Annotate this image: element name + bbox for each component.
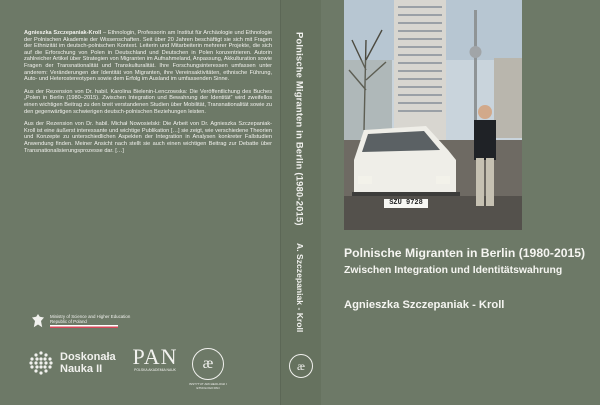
spine-title-text: Polnische Migranten in Berlin (1980-2015) [294,32,306,226]
book-author: Agnieszka Szczepaniak - Kroll [344,299,505,311]
spine-author [282,238,318,338]
back-cover-text [24,30,272,160]
doskonala-nauka-logo [28,348,120,378]
dots-icon [28,350,54,376]
book-subtitle: Zwischen Integration und Identitätswahrung [344,265,563,276]
spine-title [282,4,318,254]
ae-logo-caption: INSTYTUT ARCHEOLOGII I ETNOLOGII PAN [189,382,227,390]
cover-photo [344,0,522,230]
author-bio [24,30,272,83]
author-bio-text: – Ethnologin, Professorin am Institut für Archäologie und Ethnologie der Polnischen Akademie der Wissenschaften. Seit über 20 Jahren beschäftigt sie sich mit Fragen der Ethnizität im deutsch-polnischen Kontext. Leiterin und Mitarbeiterin mehrerer Projekte, die sich auf die Erforschung von Polen in Deutschland und Deutschen in Polen konzentrieren. Autorin zahlreicher Artikel über Strategien von Migranten im Aufnahmeland, Anpassung, Akkulturation sowie Fragen der Transnationalität und Transkulturalität. Ihre Forschungsinteressen umfassen unter anderem: Veränderungen der Identität von Migranten, ihre Vereinsaktivitäten, ethnische Führung, Auto- und Heterostereotypen sowie dem Erfolg im Ausland im umfassenden Sinne. [24,30,272,83]
ministry-logo [32,312,222,330]
publisher-logos [24,312,274,392]
ae-logo-icon: æ [192,348,224,380]
dn-line1: Doskonała [60,351,116,363]
review-1: Aus der Rezension von Dr. habil. Karolina Bielenin-Lenczowska: Die Veröffentlichung des Buches „Polen in Berlin (1980–2015). Zwischen Integration und Bewahrung der Identität“ wird zweifellos einen wichtigen Beitrag zu den breit verstandenen Studien über Mobilität, Transnationalität sowie zu den gegenwärtigen schwierigen deutsch-polnischen Beziehungen leisten. [24,88,272,115]
book-title: Polnische Migranten in Berlin (1980-2015) [344,246,586,260]
ministry-name: Ministry of Science and Higher Education [50,313,131,319]
license-plate: SZU 9728 [389,199,423,207]
spine-ae-icon: æ [289,354,313,378]
pan-logo [128,346,182,386]
pan-wordmark: PAN [132,344,178,369]
ministry-country: Republic of Poland [50,319,87,324]
polish-flag-icon [50,325,118,328]
author-bio-name: Agnieszka Szczepaniak-Kroll [24,30,102,36]
spine-author-text: A. Szczepaniak - Kroll [295,243,305,333]
dn-line2: Nauka II [60,363,103,375]
review-2: Aus der Rezension von Dr. habil. Michał Nowosielski: Die Arbeit von Dr. Agnieszka Szczepaniak-Kroll ist eine äußerst interessante und wichtige Publikation […] sie zeigt, wie verschiedene Theorien und Konzepte zu unterschiedlichen Aspekten der Integration in Analysen konkreter Fallstudien Anwendung finden. Meiner Ansicht nach stellt sie auch einen wichtigen Beitrag zur Debatte über Transnationalisierungsprozesse dar. […] [24,121,272,154]
pan-subtitle: POLSKA AKADEMIA NAUK [134,368,176,372]
eagle-icon [32,314,44,328]
